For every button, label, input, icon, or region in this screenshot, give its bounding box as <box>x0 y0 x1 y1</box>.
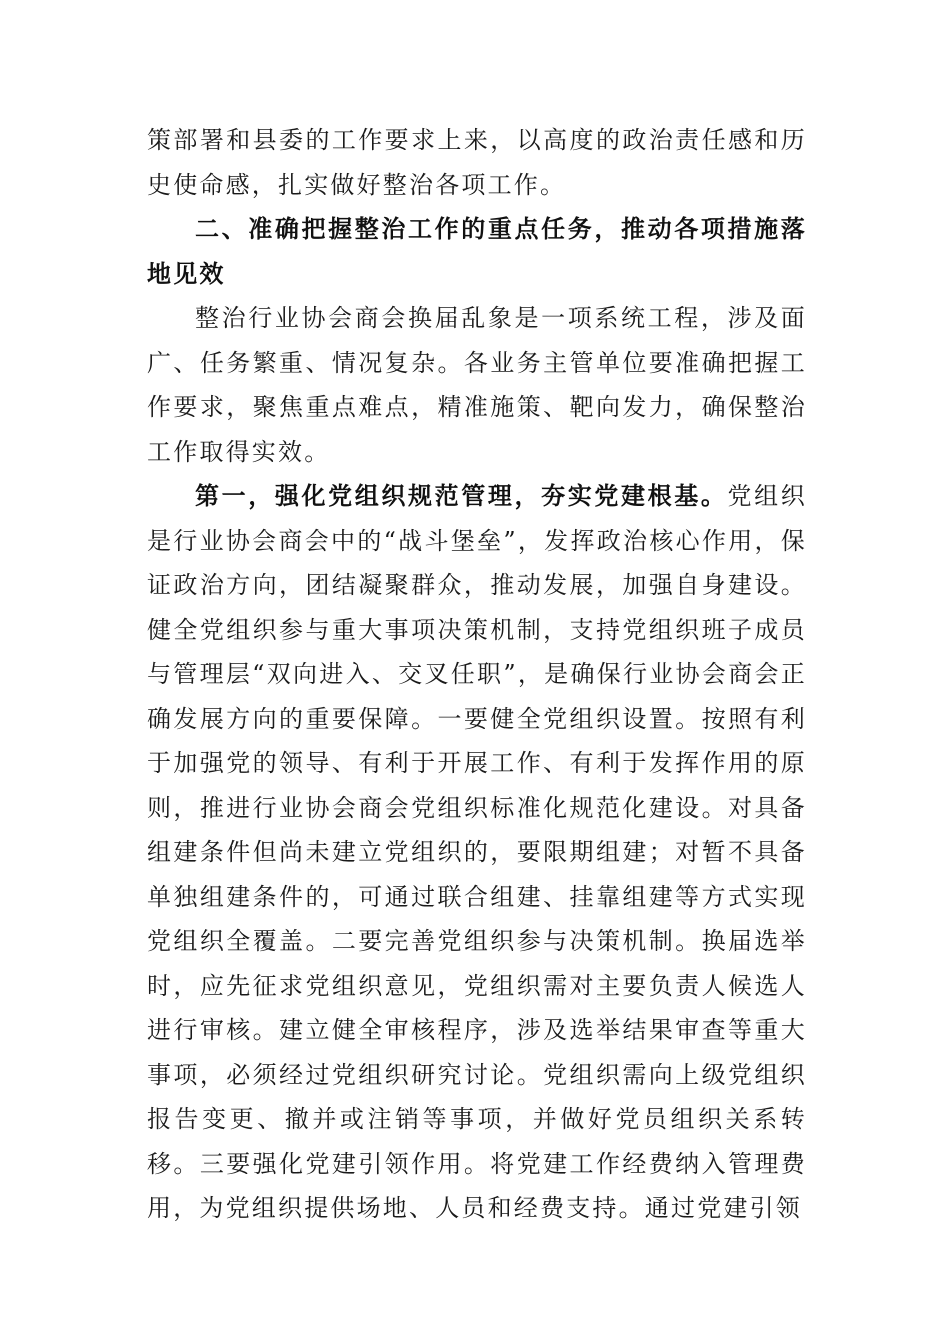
section-heading <box>147 207 807 296</box>
section-heading-text: 二、准确把握整治工作的重点任务，推动各项措施落地见效 <box>147 214 807 288</box>
document-body <box>147 118 807 1231</box>
paragraph-text: 策部署和县委的工作要求上来，以高度的政治责任感和历史使命感，扎实做好整治各项工作。 <box>147 126 807 199</box>
paragraph-text: 党组织是行业协会商会中的“战斗堡垒”，发挥政治核心作用，保证政治方向，团结凝聚群众，推动发展，加强自身建设。健全党组织参与重大事项决策机制，支持党组织班子成员与管理层“双向进入、交叉任职”，是确保行业协会商会正确发展方向的重要保障。一要健全党组织设置。按照有利于加强党的领导、有利于开展工作、有利于发挥作用的原则，推进行业协会商会党组织标准化规范化建设。对具备组建条件但尚未建立党组织的，要限期组建；对暂不具备单独组建条件的，可通过联合组建、挂靠组建等方式实现党组织全覆盖。二要完善党组织参与决策机制。换届选举时，应先征求党组织意见，党组织需对主要负责人候选人进行审核。建立健全审核程序，涉及选举结果审查等重大事项，必须经过党组织研究讨论。党组织需向上级党组织报告变更、撤并或注销等事项，并做好党员组织关系转移。三要强化党建引领作用。将党建工作经费纳入管理费用，为党组织提供场地、人员和经费支持。通过党建引领 <box>147 482 808 1222</box>
paragraph-text: 整治行业协会商会换届乱象是一项系统工程，涉及面广、任务繁重、情况复杂。各业务主管单位要准确把握工作要求，聚焦重点难点，精准施策、靶向发力，确保整治工作取得实效。 <box>147 304 807 466</box>
paragraph-continuation <box>147 118 807 207</box>
paragraph-intro <box>147 296 807 474</box>
paragraph-first-point <box>147 474 807 1231</box>
point-lead: 第一，强化党组织规范管理，夯实党建根基。 <box>195 481 728 510</box>
